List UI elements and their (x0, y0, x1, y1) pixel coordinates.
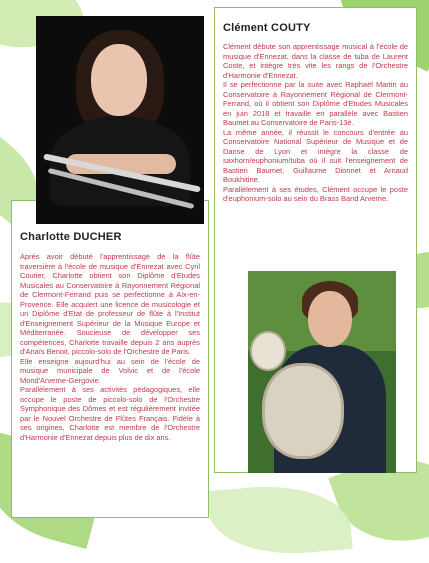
charlotte-bio-panel (11, 200, 209, 518)
clement-paragraph-4: Parallèlement à ses études, Clément occupe le poste d'euphonium-solo au sein du Brass Band Arverne. (223, 184, 408, 203)
clement-paragraph-3: La même année, il réussit le concours d'entrée au Conservatoire National Supérieur de Musique et de Danse de Lyon et intègre la classe de saxhorn/euphonium/tuba où il suit l'enseignement de Bastien Baumet, Guillaume Dionnet et Arnaud Boukhitine. (223, 127, 408, 184)
clement-name: Clément COUTY (223, 22, 311, 34)
charlotte-name: Charlotte DUCHER (20, 231, 122, 243)
euphonium-image (262, 363, 344, 459)
leaf-decoration (207, 479, 353, 561)
charlotte-paragraph-2: Elle enseigne aujourd'hui au sein de l'école de musique municipale de Volvic et de l'école Mond'Arverne-Gergovie. (20, 356, 200, 385)
clement-paragraph-1: Clément débute son apprentissage musical à l'école de musique d'Ennezat, dans la classe de tuba de Laurent Coste, et intègre très vite les rangs de l'Orchestre d'Harmonie d'Ennezat. (223, 42, 408, 80)
charlotte-photo (36, 16, 204, 224)
charlotte-paragraph-3: Parallèlement à ses activités pédagogiques, elle occupe le poste de piccolo-solo de l'Orchestre Symphonique des Dômes et est régulièrement invitée par le Nouvel Orchestre de Flûtes Français. Fidèle à ses origines, Charlotte est membre de l'Orchestre d'Harmonie d'Ennezat depuis plus de dix ans. (20, 385, 200, 442)
charlotte-paragraph-1: Après avoir débuté l'apprentissage de la flûte traversière à l'école de musique d'Ennezat avec Cyril Coutier, Charlotte obtient son Diplôme d'Etudes Musicales au Conservatoire à Rayonnement Régional de Clermont-Ferrand puis se perfectionne à Aix-en-Provence. Elle acquiert une licence de musicologie et un Diplôme d'Etat de professeur de flûte à l'Institut d'Enseignement Supérieur de la Musique Europe et Méditerranée. Soucieuse de développer ses compétences, Charlotte travaille depuis 2 ans auprès d'Anaïs Benoit, piccolo-solo de l'Orchestre de Paris. (20, 252, 200, 356)
clement-photo (248, 271, 396, 473)
clement-paragraph-2: Il se perfectionne par la suite avec Raphaël Martin au Conservatoire à Rayonnement Régional de Clermont-Ferrand, où il obtient son Diplôme d'Etudes Musicales en juin 2018 et travaille en parallèle avec Bastien Baumet au Conservatoire de Paris-13è. (223, 80, 408, 127)
